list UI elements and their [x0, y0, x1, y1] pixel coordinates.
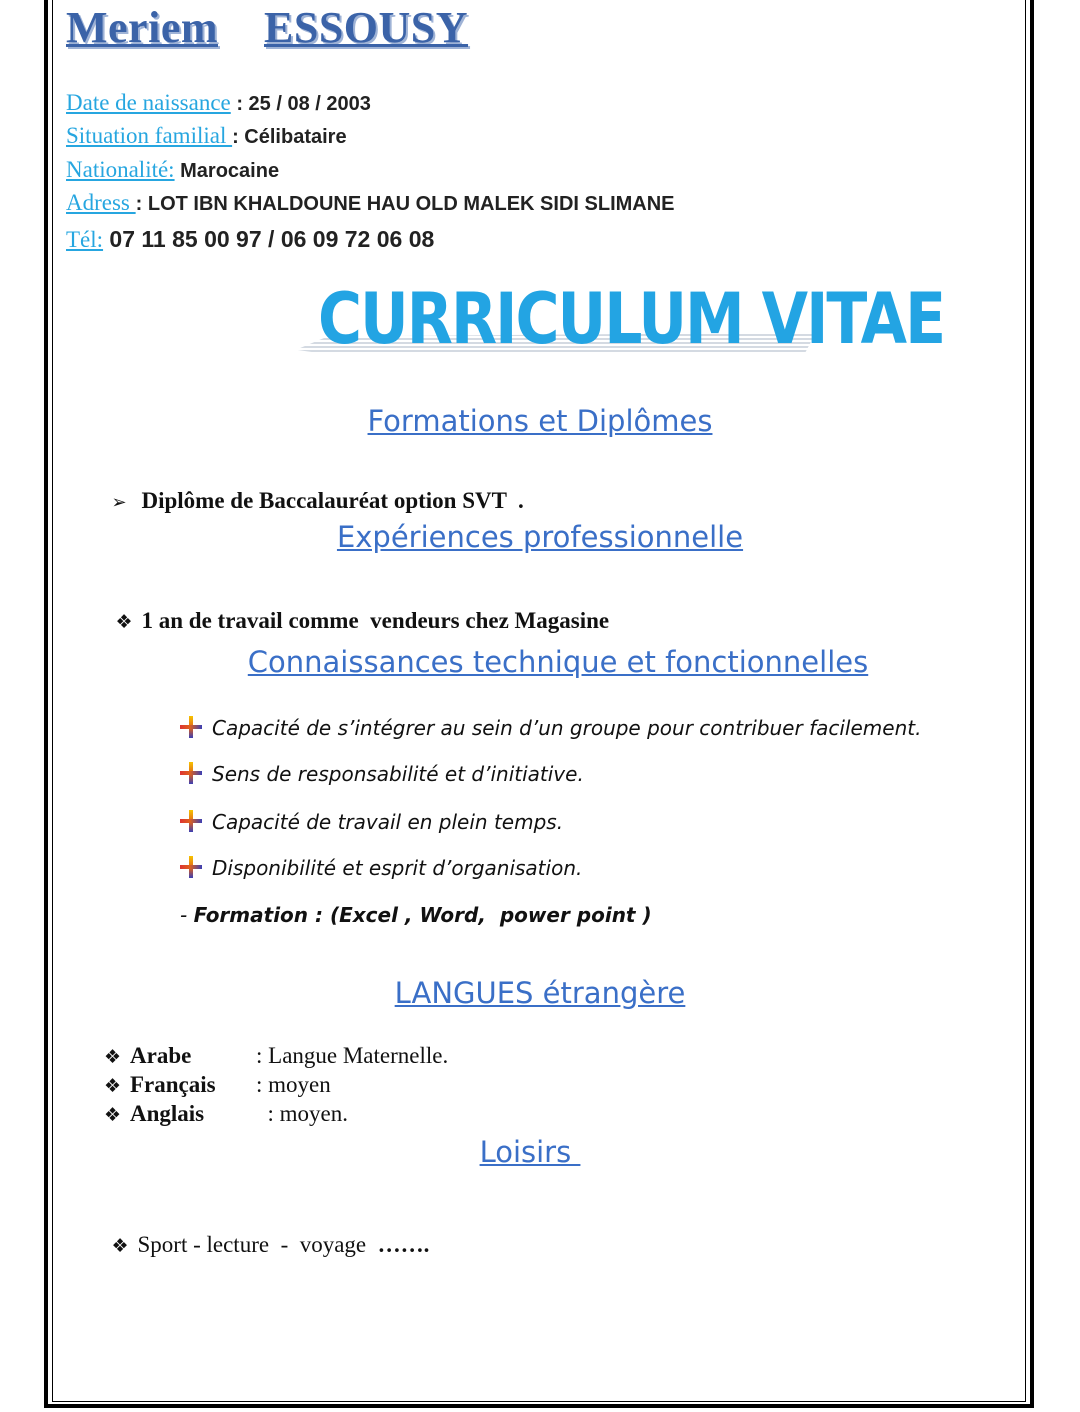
cross-bullet-icon [180, 762, 202, 784]
experience-item [104, 582, 609, 634]
hobbies-dots: ……. [377, 1232, 430, 1257]
skill-item [180, 716, 921, 740]
language-level: : Langue Maternelle. [256, 1043, 449, 1068]
language-row [104, 1072, 331, 1098]
address-value: : LOT IBN KHALDOUNE HAU OLD MALEK SIDI SLIMANE [135, 193, 675, 215]
cv-title [290, 278, 945, 370]
nationality-value: Marocaine [174, 160, 280, 182]
candidate-name [66, 2, 468, 53]
skill-item [180, 856, 582, 880]
experience-item-text: 1 an de travail comme vendeurs chez Magasine [141, 608, 610, 633]
formation-item-text: Diplôme de Baccalauréat option SVT . [141, 488, 524, 513]
software-formation-text: Formation : (Excel , Word, power point ) [193, 903, 652, 927]
phone-row [66, 226, 675, 253]
nationality-label: Nationalité: [66, 157, 175, 182]
phone-label: Tél: [66, 227, 104, 252]
skill-item-text: Sens de responsabilité et d’initiative. [212, 762, 584, 786]
software-formation [180, 903, 652, 927]
section-title-langues: LANGUES étrangère [394, 976, 686, 1010]
diamond-bullet-icon: ❖ [111, 1235, 129, 1257]
family-status-row [66, 123, 675, 157]
section-title-formations: Formations et Diplômes [367, 404, 713, 438]
formation-item [100, 462, 524, 514]
arrow-bullet-icon: ➢ [111, 492, 127, 513]
family-status-value: : Célibataire [232, 126, 347, 148]
cross-bullet-icon [180, 810, 202, 832]
section-title-experiences: Expériences professionnelle [336, 520, 744, 554]
skill-item [180, 810, 563, 834]
language-name: Anglais [130, 1101, 205, 1126]
hobbies-item [100, 1206, 429, 1258]
birth-date-row [66, 90, 675, 123]
skill-item-text: Capacité de travail en plein temps. [212, 810, 564, 834]
language-name: Français [130, 1072, 216, 1097]
birth-date-value: : 25 / 08 / 2003 [230, 93, 371, 115]
section-title-loisirs: Loisirs [479, 1135, 581, 1169]
language-level: : moyen. [256, 1101, 348, 1126]
diamond-bullet-icon: ❖ [104, 1104, 122, 1126]
skill-item [180, 762, 584, 786]
diamond-bullet-icon: ❖ [104, 1075, 122, 1097]
phone-value: 07 11 85 00 97 / 06 09 72 06 08 [103, 226, 435, 252]
skill-item-text: Capacité de s’intégrer au sein d’un groupe pour contribuer facilement. [212, 716, 922, 740]
language-row [104, 1101, 348, 1127]
personal-info [66, 90, 675, 253]
hobbies-text: Sport - lecture - voyage [137, 1232, 378, 1257]
birth-date-label: Date de naissance [66, 90, 231, 115]
address-label: Adress [66, 190, 136, 215]
language-level: : moyen [256, 1072, 331, 1097]
skill-item-text: Disponibilité et esprit d’organisation. [212, 856, 583, 880]
last-name: ESSOUSY [264, 3, 469, 52]
cross-bullet-icon [180, 716, 202, 738]
section-title-connaissances: Connaissances technique et fonctionnelles [247, 645, 869, 679]
diamond-bullet-icon: ❖ [115, 611, 133, 633]
software-formation-prefix: - [180, 903, 194, 927]
cross-bullet-icon [180, 856, 202, 878]
nationality-row [66, 157, 675, 190]
language-name: Arabe [130, 1043, 192, 1068]
first-name: Meriem [66, 3, 218, 52]
address-row [66, 190, 675, 226]
family-status-label: Situation familial [66, 123, 233, 148]
language-row [104, 1043, 448, 1069]
cv-title-text: CURRICULUM VITAE [318, 278, 945, 361]
diamond-bullet-icon: ❖ [104, 1046, 122, 1068]
